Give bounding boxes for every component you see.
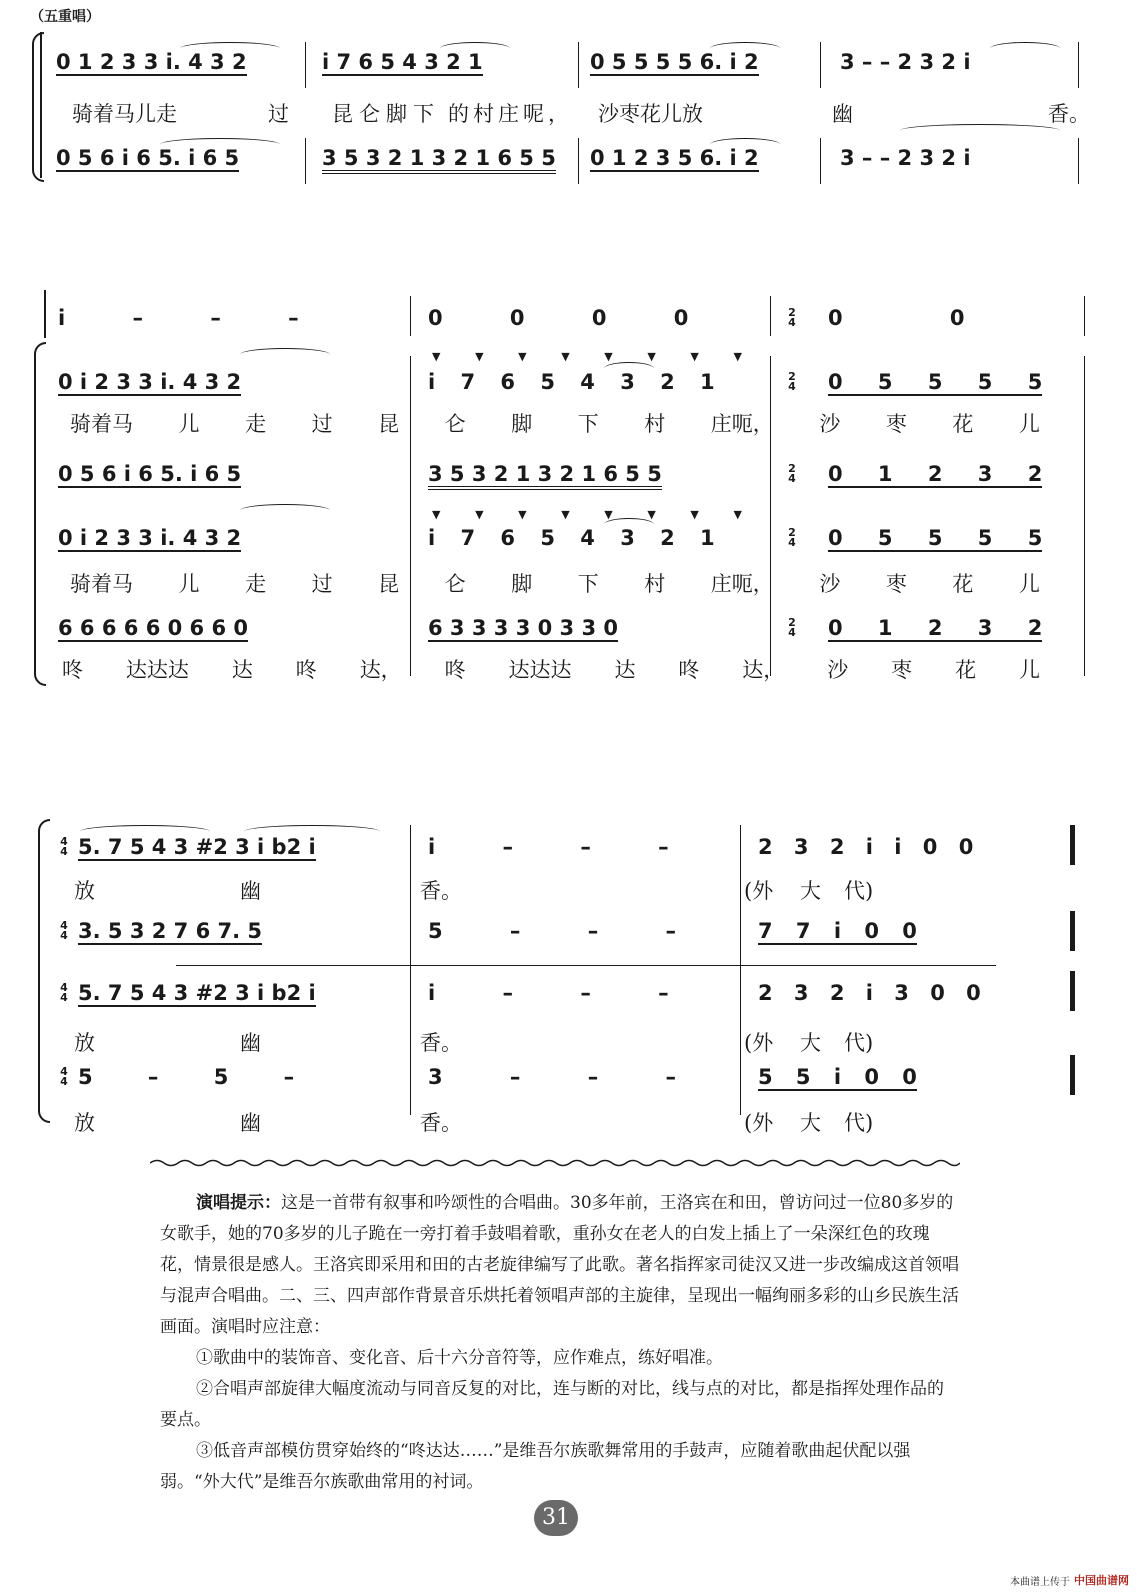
wavy-divider (150, 1158, 960, 1168)
lyric: 大 (800, 879, 821, 903)
lyric: 达 (614, 658, 636, 682)
lyric: 大 (800, 1031, 821, 1055)
slur (160, 138, 280, 151)
lyric: 村 (644, 572, 666, 596)
slur (440, 42, 510, 55)
tips-intro: 这是一首带有叙事和吟颂性的合唱曲。30多年前，王洛宾在和田，曾访问过一位80多岁的女歌手，她的70多岁的儿子跪在一旁打着手鼓唱着歌，重孙女在老人的白发上插上了一朵深红色的玫瑰花，情景很是感人。王洛宾即采用和田的古老旋律编写了此歌。著名指挥家司徒汉又进一步改编成这首领唱与混声合唱曲。二、三、四声部作背景音乐烘托着领唱声部的主旋律，呈现出一幅绚丽多彩的山乡民族生活画面。演唱时应注意： (160, 1193, 959, 1337)
slur (710, 42, 780, 55)
measure (758, 1065, 1028, 1091)
final-barline (1070, 825, 1075, 865)
measure (78, 1065, 388, 1089)
lyric: 幽 (832, 102, 853, 126)
barline (740, 825, 741, 1115)
measure (828, 306, 1028, 330)
tips-point: ①歌曲中的装饰音、变化音、后十六分音符等，应作难点，练好唱准。 (196, 1348, 723, 1368)
measure (428, 835, 728, 859)
measure (758, 919, 1028, 945)
lyric: 走 (245, 572, 267, 596)
lyric-line (70, 408, 1040, 438)
lyric: 脚 (511, 412, 533, 436)
slur (80, 825, 210, 838)
barline (820, 138, 821, 184)
lyric: 香。 (420, 879, 462, 903)
note-group: 0 1 2 3 5 6. i 2 (590, 146, 759, 170)
lyric: 沙枣花儿放 (598, 102, 703, 126)
lyric: 枣 (885, 572, 907, 596)
slur (240, 348, 330, 361)
measure (428, 370, 738, 394)
lyric: 花 (952, 412, 974, 436)
measure (428, 616, 738, 642)
lyric-line (70, 568, 1040, 598)
system-brace (38, 819, 50, 1123)
page-number: 31 (534, 1500, 578, 1536)
time-signature: 2 4 (788, 306, 796, 329)
note-group: 2 3 2 i i 0 0 (758, 835, 974, 859)
final-barline (1070, 1055, 1075, 1095)
lyric: 儿 (1018, 412, 1040, 436)
measure (58, 370, 378, 396)
note-group: i – – – (58, 306, 299, 330)
lyric-line (62, 654, 1040, 684)
lyric: 过 (268, 102, 289, 126)
lyric: 村 (644, 412, 666, 436)
barline (1078, 42, 1079, 88)
measure (828, 462, 1043, 488)
lyric: 代) (844, 1111, 874, 1135)
note-group: 0 5 6 i 6 5. i 6 5 (58, 462, 242, 486)
measure (58, 616, 378, 642)
lyric: 下 (577, 572, 599, 596)
lyric: 庄呃， (710, 412, 774, 436)
footer-text: 本曲谱上传于 (1010, 1576, 1070, 1588)
barline (770, 296, 771, 336)
time-signature: 2 4 (788, 462, 796, 485)
lyric: 骑着马儿走 (72, 102, 177, 126)
measure (428, 1065, 728, 1089)
lyric: 儿 (1018, 572, 1040, 596)
time-signature: 4 4 (60, 981, 68, 1004)
lyric: 骑着马 (70, 412, 133, 436)
system-2 (0, 290, 1137, 695)
lyric: 仑 (444, 412, 466, 436)
time-signature: 2 4 (788, 526, 796, 549)
lyric: 花 (955, 658, 977, 682)
note-group: 6 3 3 3 3 0 3 3 0 (428, 616, 618, 640)
note-group: 5 – 5 – (78, 1065, 295, 1089)
note-group: i 7 6 5 4 3 2 1 (428, 526, 715, 550)
measure (828, 370, 1043, 396)
system-brace (32, 32, 44, 182)
slur (244, 825, 380, 838)
time-signature: 4 4 (60, 835, 68, 858)
note-group: 3 5 3 2 1 3 2 1 6 5 5 (322, 146, 556, 174)
barline (410, 825, 411, 1115)
lyric: 枣 (891, 658, 913, 682)
accent-marks: ▼ ▼ ▼ ▼ ▼ ▼ ▼ ▼ (432, 508, 742, 521)
lyric: 沙 (827, 658, 849, 682)
time-signature: 2 4 (788, 616, 796, 639)
barline (305, 138, 306, 184)
choir-brace (34, 342, 46, 686)
note-group: i – – – (428, 835, 669, 859)
lyric: 的村庄呢， (448, 102, 573, 126)
lyric: (外 (744, 1031, 774, 1055)
lyric: 过 (311, 412, 333, 436)
final-barline (1070, 971, 1075, 1011)
lyric: 昆 (378, 412, 400, 436)
footer (1010, 1572, 1129, 1588)
measure (58, 526, 378, 552)
lyric: 沙 (819, 572, 841, 596)
note-group: 3. 5 3 2 7 6 7. 5 (78, 919, 263, 943)
note-group: 0 5 5 5 5 (828, 370, 1043, 394)
time-signature: 2 4 (788, 370, 796, 393)
lyric: 昆仑脚下 (332, 102, 440, 126)
barline (1084, 356, 1085, 676)
system-1 (0, 28, 1137, 188)
slur (240, 504, 330, 517)
lyric: 代) (844, 1031, 874, 1055)
lyric: 大 (800, 1111, 821, 1135)
system-3 (0, 815, 1137, 1145)
lyric: 咚 (295, 658, 317, 682)
barline (305, 42, 306, 88)
lyric: 沙 (819, 412, 841, 436)
note-group: 0 5 6 i 6 5. i 6 5 (56, 146, 240, 170)
measure (828, 616, 1043, 642)
lyric: 下 (577, 412, 599, 436)
note-group: 0 1 2 3 2 (828, 462, 1043, 486)
barline (578, 138, 579, 184)
ensemble-label: （五重唱） (30, 9, 100, 25)
measure (78, 835, 388, 861)
barline (1084, 296, 1085, 336)
lyric: 幽 (240, 1031, 261, 1055)
measure (322, 146, 562, 174)
measure (428, 919, 728, 943)
lyric: 咚 (444, 658, 466, 682)
measure (428, 981, 728, 1005)
lyric: 走 (245, 412, 267, 436)
accent-marks: ▼ ▼ ▼ ▼ ▼ ▼ ▼ ▼ (432, 350, 742, 363)
lyric-line (72, 98, 1090, 126)
lyric: 枣 (885, 412, 907, 436)
note-group: 2 3 2 i 3 0 0 (758, 981, 981, 1005)
measure (58, 306, 358, 330)
note-group: 0 0 (828, 306, 965, 330)
note-group: 3 – – – (428, 1065, 677, 1089)
tips-heading: 演唱提示： (196, 1193, 281, 1213)
lyric: 达达达 (508, 658, 572, 682)
measure (758, 835, 1028, 859)
note-group: i – – – (428, 981, 669, 1005)
slur (180, 42, 280, 55)
lyric: 花 (952, 572, 974, 596)
lyric: 达， (742, 658, 785, 682)
barline (1078, 138, 1079, 184)
measure (428, 306, 728, 330)
lyric: 儿 (178, 412, 200, 436)
lyric: 咚 (62, 658, 83, 682)
measure (58, 462, 378, 488)
barline (578, 42, 579, 88)
note-group: 0 i 2 3 3 i. 4 3 2 (58, 526, 242, 550)
lyric: 达 (231, 658, 253, 682)
lyric-line (74, 1027, 1074, 1055)
note-group: 0 0 0 0 (428, 306, 689, 330)
barline (410, 356, 411, 676)
lyric: 咚 (678, 658, 700, 682)
note-group: 5 – – – (428, 919, 677, 943)
lyric: (外 (744, 1111, 774, 1135)
measure (428, 462, 738, 490)
time-signature: 4 4 (60, 1065, 68, 1088)
note-group: 3 5 3 2 1 3 2 1 6 5 5 (428, 462, 662, 490)
lyric: 骑着马 (70, 572, 133, 596)
time-signature: 4 4 (60, 919, 68, 942)
slur (710, 138, 780, 151)
lyric-line (74, 875, 1074, 903)
site-logo[interactable]: 中国曲谱网 (1074, 1574, 1129, 1587)
barline (820, 42, 821, 88)
measure (758, 981, 1028, 1005)
lyric: 香。 (420, 1111, 462, 1135)
measure (828, 526, 1043, 552)
lyric: 过 (311, 572, 333, 596)
note-group: 7 7 i 0 0 (758, 919, 917, 943)
slur (604, 362, 654, 375)
staff-bracket-line (44, 290, 46, 338)
lyric: 放 (74, 879, 95, 903)
performance-tips (160, 1188, 960, 1498)
note-group: 5. 7 5 4 3 #2 3 i b2 i (78, 981, 316, 1005)
note-group: 3 – – 2 3 2 i (840, 50, 971, 74)
note-group: i 7 6 5 4 3 2 1 (428, 370, 715, 394)
note-group: 5 5 i 0 0 (758, 1065, 917, 1089)
note-group: 5. 7 5 4 3 #2 3 i b2 i (78, 835, 316, 859)
final-barline (1070, 911, 1075, 951)
tips-point: ②合唱声部旋律大幅度流动与同音反复的对比，连与断的对比，线与点的对比，都是指挥处理作品的要点。 (160, 1379, 944, 1430)
lyric: 庄呃， (710, 572, 774, 596)
lyric: 香。 (420, 1031, 462, 1055)
note-group: 3 – – 2 3 2 i (840, 146, 971, 170)
divider-line (176, 965, 996, 966)
lyric: 放 (74, 1031, 95, 1055)
slur (900, 124, 1060, 137)
note-group: 0 i 2 3 3 i. 4 3 2 (58, 370, 242, 394)
lyric: 脚 (511, 572, 533, 596)
lyric: 放 (74, 1111, 95, 1135)
lyric: 达达达 (125, 658, 189, 682)
lyric: 儿 (178, 572, 200, 596)
slur (990, 42, 1060, 55)
note-group: 0 1 2 3 3 i. 4 3 2 (56, 50, 247, 74)
lyric-line (74, 1107, 1074, 1135)
measure (428, 526, 738, 550)
measure (78, 919, 388, 945)
lyric: 儿 (1018, 658, 1040, 682)
barline (410, 296, 411, 336)
lyric: 幽 (240, 879, 261, 903)
lyric: 达， (359, 658, 402, 682)
lyric: 香。 (1048, 102, 1090, 126)
note-group: 0 5 5 5 5 6. i 2 (590, 50, 759, 74)
note-group: 0 1 2 3 2 (828, 616, 1043, 640)
barline (770, 356, 771, 676)
lyric: (外 (744, 879, 774, 903)
lyric: 幽 (240, 1111, 261, 1135)
measure (840, 146, 1070, 170)
note-group: 6 6 6 6 6 0 6 6 0 (58, 616, 248, 640)
measure (78, 981, 388, 1007)
note-group: i 7 6 5 4 3 2 1 (322, 50, 483, 74)
lyric: 代) (844, 879, 874, 903)
lyric: 仑 (444, 572, 466, 596)
lyric: 昆 (378, 572, 400, 596)
note-group: 0 5 5 5 5 (828, 526, 1043, 550)
tips-point: ③低音声部模仿贯穿始终的“咚达达……”是维吾尔族歌舞常用的手鼓声，应随着歌曲起伏配以强弱。“外大代”是维吾尔族歌曲常用的衬词。 (160, 1441, 911, 1492)
